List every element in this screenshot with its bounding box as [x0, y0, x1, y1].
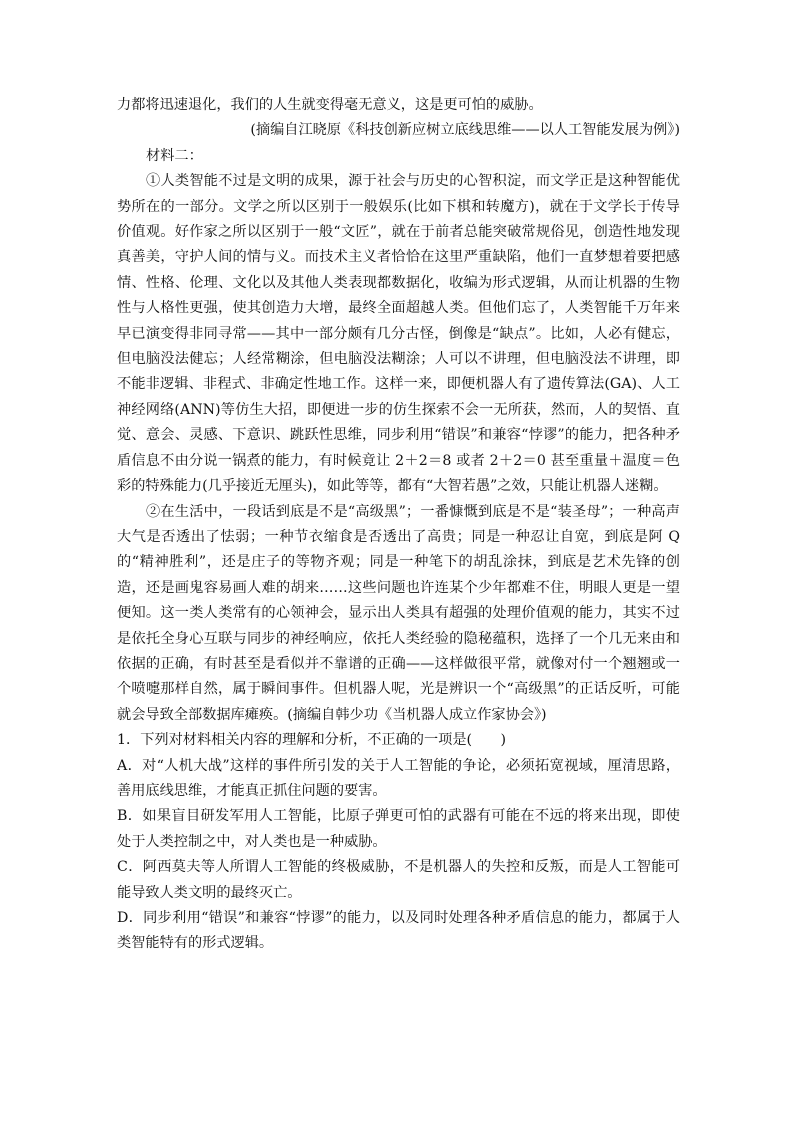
paragraph-one: ①人类智能不过是文明的成果，源于社会与历史的心智积淀，而文学正是这种智能优势所在的一部分。文学之所以区别于一般娱乐(比如下棋和转魔方)，就在于文学长于传导价值观。好作家之所以区别于一般“文匠”，就在于前者总能突破常规俗见，创造性地发现真善美，守护人间的情与义。而技术主义者恰恰在这里严重缺陷，他们一直梦想着要把感情、性格、伦理、文化以及其他人类表现都数据化，收编为形式逻辑，从而让机器的生物性与人格性更强，使其创造力大增，最终全面超越人类。但他们忘了，人类智能千万年来早已演变得非同寻常——其中一部分颇有几分古怪，倒像是“缺点”。比如，人必有健忘，但电脑没法健忘；人经常糊涂，但电脑没法糊涂；人可以不讲理，但电脑没法不讲理，即不能非逻辑、非程式、非确定性地工作。这样一来，即便机器人有了遗传算法(GA)、人工神经网络(ANN)等仿生大招，即便进一步的仿生探索不会一无所获，然而，人的契悟、直觉、意会、灵感、下意识、跳跃性思维，同步利用“错误”和兼容“悖谬”的能力，把各种矛盾信息不由分说一锅煮的能力，有时候竟让 2＋2＝8 或者 2＋2＝0 甚至重量＋温度＝色彩的特殊能力(几乎接近无厘头)，如此等等，都有“大智若愚”之效，只能让机器人迷糊。 — [117, 173, 680, 495]
source-citation-one: (摘编自江晓原《科技创新应树立底线思维——以人工智能发展为例》) — [250, 122, 680, 139]
paragraph-two: ②在生活中，一段话到底是不是“高级黑”；一番慷慨到底是不是“装圣母”；一种高声大气是否透出了怯弱；一种节衣缩食是否透出了高贵；同是一种忍让自宽，到底是阿 Q 的“精神胜利”，还是庄子的等物齐观；同是一种笔下的胡乱涂抹，到底是艺术先锋的创造，还是画鬼容易画人难的胡来……这些问题也许连某个少年都难不住，明眼人更是一望便知。这一类人类常有的心领神会，显示出人类具有超强的处理价值观的能力，其实不过是依托全身心互联与同步的神经响应，依托人类经验的隐秘蕴积，选择了一个几无来由和依据的正确，有时甚至是看似并不靠谱的正确——这样做很平常，就像对付一个翘翘或一个喷嚏那样自然，属于瞬间事件。但机器人呢，光是辨识一个“高级黑”的正话反听，可能就会导致全部数据库瘫痪。(摘编自韩少功《当机器人成立作家协会》) — [117, 503, 680, 723]
option-a: A．对“人机大战”这样的事件所引发的关于人工智能的争论，必须拓宽视域，厘清思路，善用底线思维，才能真正抓住问题的要害。 — [117, 757, 680, 799]
option-d: D．同步利用“错误”和兼容“悖谬”的能力，以及同时处理各种矛盾信息的能力，都属于人类智能特有的形式逻辑。 — [117, 910, 680, 952]
document-content — [117, 93, 680, 957]
question-one: 1．下列对材料相关内容的理解和分析，不正确的一项是( ) — [117, 732, 506, 749]
opening-line: 力都将迅速退化，我们的人生就变得毫无意义，这是更可怕的威胁。 — [117, 97, 543, 113]
option-b: B．如果盲目研发军用人工智能，比原子弹更可怕的武器有可能在不远的将来出现，即使处于人类控制之中，对人类也是一种威胁。 — [117, 808, 680, 850]
material-two-label: 材料二： — [146, 147, 203, 164]
option-c: C．阿西莫夫等人所谓人工智能的终极威胁，不是机器人的失控和反叛，而是人工智能可能导致人类文明的最终灭亡。 — [117, 859, 680, 901]
